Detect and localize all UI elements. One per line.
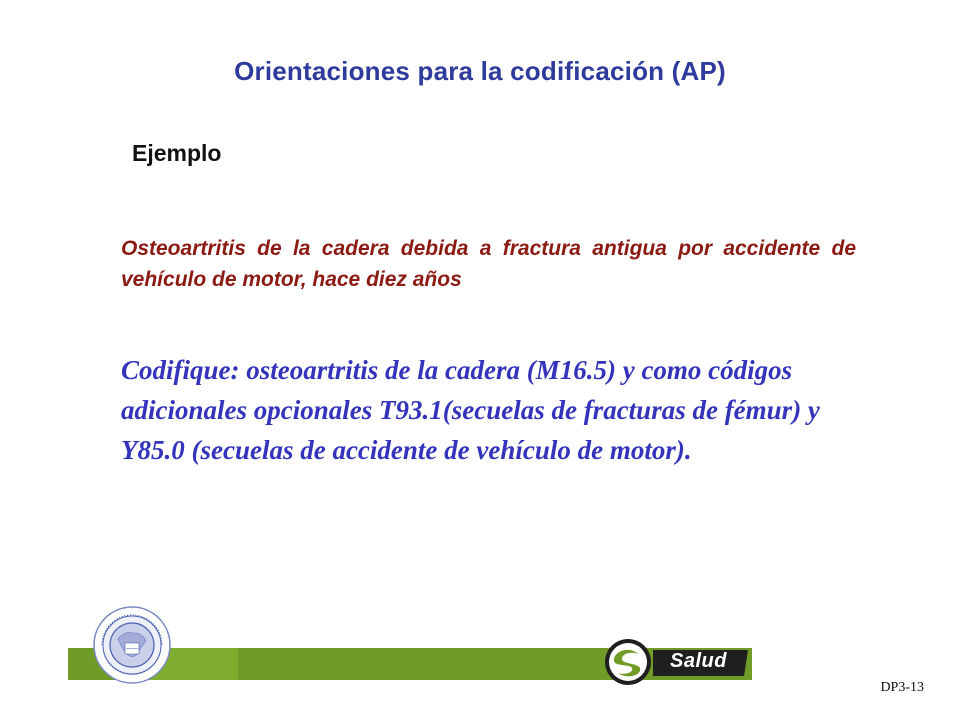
example-text: Osteoartritis de la cadera debida a fractura antigua por accidente de vehículo de motor, hace diez años xyxy=(121,237,856,291)
instruction-text: Codifique: osteoartritis de la cadera (M16.5) y como códigos adicionales opcionales T93.1(secuelas de fracturas de fémur) y Y85.0 (secuelas de accidente de vehículo de motor). xyxy=(121,355,820,465)
slide-code: DP3-13 xyxy=(880,680,924,695)
salud-logo-text: Salud xyxy=(670,650,727,672)
slide-subtitle: Ejemplo xyxy=(132,140,222,166)
cemece-emblem-icon xyxy=(92,605,172,685)
slide-title: Orientaciones para la codificación (AP) xyxy=(234,56,726,86)
